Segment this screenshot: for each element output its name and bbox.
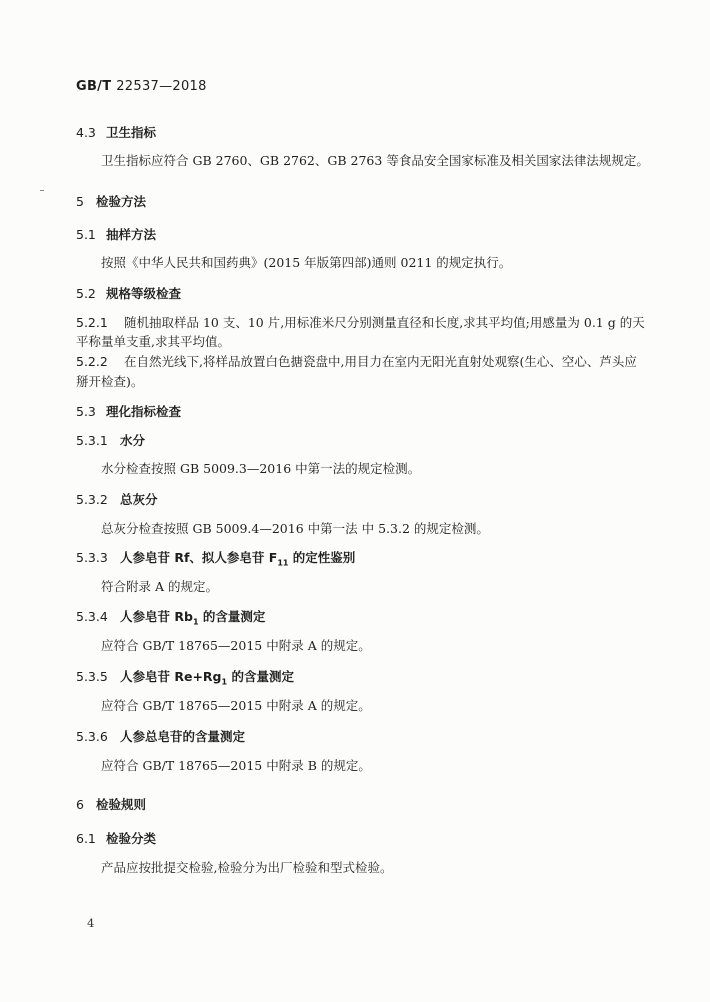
heading-5-3 <box>76 402 181 420</box>
heading-5-3-5 <box>76 667 294 687</box>
header-prefix: GB/T <box>76 79 112 94</box>
heading-number: 5.3.6 <box>76 729 108 744</box>
heading-5-3-4 <box>76 607 265 627</box>
heading-5-3-3 <box>76 548 355 568</box>
heading-title: 人参皂苷 Rb <box>120 609 193 624</box>
heading-number: 5.3.1 <box>76 433 108 448</box>
paragraph-5-2-1-line2: 平称量单支重,求其平均值。 <box>76 334 230 349</box>
heading-number: 5.3 <box>76 404 96 419</box>
heading-number: 5.3.5 <box>76 669 108 684</box>
page-number: 4 <box>87 916 95 930</box>
heading-number: 5.2 <box>76 286 96 301</box>
heading-5-2 <box>76 284 181 302</box>
heading-5 <box>76 192 146 210</box>
clause-text: 随机抽取样品 10 支、10 片,用标准米尺分别测量直径和长度,求其平均值;用感量为 0.1 g 的天 <box>124 315 645 330</box>
heading-title-suffix: 的定性鉴别 <box>288 550 356 565</box>
heading-title: 人参皂苷 Re+Rg <box>120 669 222 684</box>
paragraph-5-3-5: 应符合 GB/T 18765—2015 中附录 A 的规定。 <box>101 698 371 713</box>
heading-title: 检验规则 <box>96 797 147 812</box>
heading-title: 规格等级检查 <box>106 286 182 301</box>
heading-number: 6.1 <box>76 831 96 846</box>
paragraph-5-2-1-line1 <box>76 313 645 331</box>
paragraph-5-2-2-line2: 掰开检查)。 <box>76 374 144 389</box>
heading-title: 抽样方法 <box>106 227 157 242</box>
paragraph-5-1: 按照《中华人民共和国药典》(2015 年版第四部)通则 0211 的规定执行。 <box>101 255 512 270</box>
heading-number: 5.1 <box>76 227 96 242</box>
paragraph-5-3-6: 应符合 GB/T 18765—2015 中附录 B 的规定。 <box>101 758 371 773</box>
clause-text: 在自然光线下,将样品放置白色搪瓷盘中,用目力在室内无阳光直射处观察(生心、空心、芦头应 <box>124 354 637 369</box>
heading-title: 检验分类 <box>106 831 157 846</box>
heading-number: 4.3 <box>76 125 96 140</box>
paragraph-4-3: 卫生指标应符合 GB 2760、GB 2762、GB 2763 等食品安全国家标准及相关国家法律法规规定。 <box>101 153 649 168</box>
heading-title: 人参总皂苷的含量测定 <box>120 729 246 744</box>
heading-6-1 <box>76 829 156 847</box>
paragraph-5-2-2-line1 <box>76 352 637 370</box>
heading-number: 5.3.4 <box>76 609 108 624</box>
heading-5-3-6 <box>76 727 245 745</box>
clause-number: 5.2.1 <box>76 315 108 330</box>
heading-number: 5 <box>76 194 84 209</box>
heading-title-suffix: 的含量测定 <box>227 669 294 684</box>
heading-6 <box>76 795 146 813</box>
heading-subscript: 1 <box>221 677 228 687</box>
heading-title: 人参皂苷 Rf、拟人参皂苷 F <box>120 550 278 565</box>
heading-number: 5.3.3 <box>76 550 108 565</box>
paragraph-5-3-2: 总灰分检查按照 GB 5009.4—2016 中第一法 中 5.3.2 的规定检测。 <box>101 521 489 536</box>
heading-5-3-1 <box>76 431 145 449</box>
standard-header <box>76 79 207 94</box>
heading-5-3-2 <box>76 490 158 508</box>
clause-number: 5.2.2 <box>76 354 108 369</box>
paragraph-6-1: 产品应按批提交检验,检验分为出厂检验和型式检验。 <box>101 860 393 875</box>
paragraph-5-3-1: 水分检查按照 GB 5009.3—2016 中第一法的规定检测。 <box>101 461 421 476</box>
heading-5-1 <box>76 225 156 243</box>
heading-4-3 <box>76 123 156 141</box>
heading-title: 总灰分 <box>120 492 158 507</box>
paragraph-5-3-4: 应符合 GB/T 18765—2015 中附录 A 的规定。 <box>101 638 371 653</box>
header-number: 22537—2018 <box>116 79 207 94</box>
paragraph-5-3-3: 符合附录 A 的规定。 <box>101 579 218 594</box>
scan-mark <box>40 190 44 191</box>
heading-subscript: 11 <box>277 558 289 568</box>
heading-title-suffix: 的含量测定 <box>198 609 266 624</box>
heading-title: 检验方法 <box>96 194 147 209</box>
heading-number: 6 <box>76 797 84 812</box>
heading-subscript: 1 <box>192 617 199 627</box>
heading-title: 理化指标检查 <box>106 404 182 419</box>
heading-title: 水分 <box>120 433 146 448</box>
heading-number: 5.3.2 <box>76 492 108 507</box>
heading-title: 卫生指标 <box>106 125 157 140</box>
